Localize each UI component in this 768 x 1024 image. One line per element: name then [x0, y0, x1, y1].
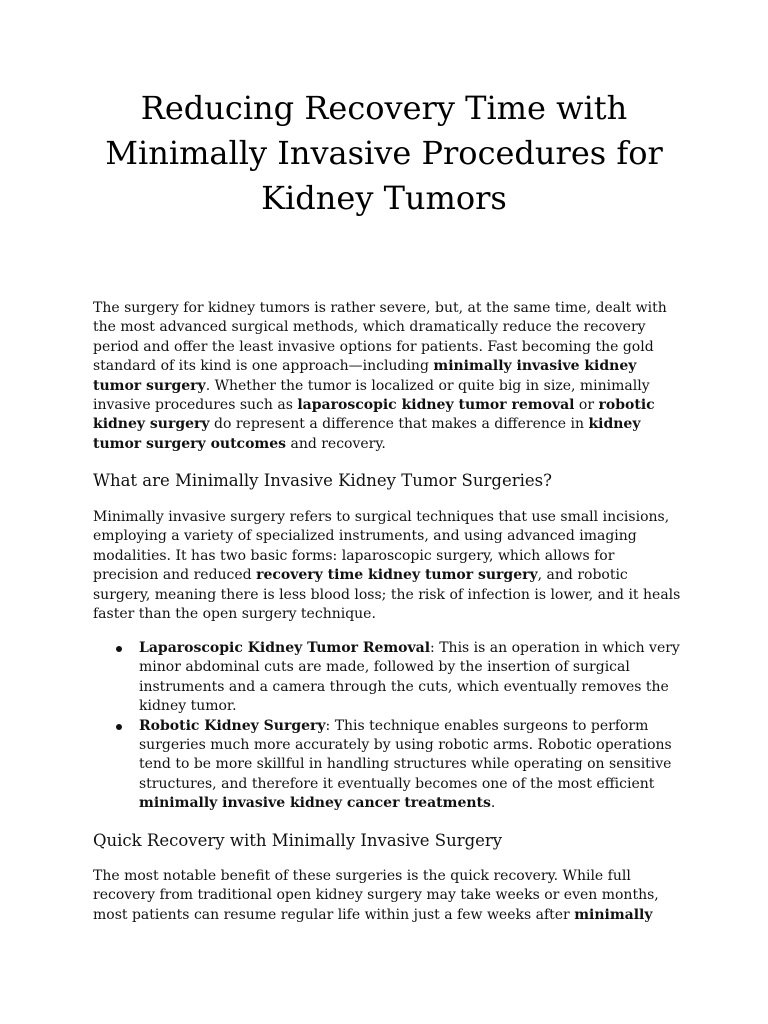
list-item-text: : This technique enables surgeons to perform surgeries much more accurately by using robotic arms. Robotic operations tend to be more skillful in handling structures while operating on sensitive structures, and therefore it eventually becomes one of the most efficient	[139, 717, 672, 792]
section1-paragraph	[93, 508, 683, 624]
list-item-text: : This is an operation in which very minor abdominal cuts are made, followed by the insertion of surgical instruments and a camera through the cuts, which eventually removes the kidney tumor.	[139, 640, 680, 715]
intro-text-5: and recovery.	[286, 435, 386, 452]
list-item-end: .	[490, 795, 496, 812]
bullet-dot-icon	[116, 724, 122, 730]
section2-text-1: The most notable benefit of these surgeries is the quick recovery. While full recovery from traditional open kidney surgery may take weeks or even months, most patients can resume regular life within just a few weeks after	[93, 868, 659, 923]
list-item-robotic	[93, 717, 683, 814]
list-item-term: Laparoscopic Kidney Tumor Removal	[139, 640, 431, 656]
section-heading-minimally-invasive: What are Minimally Invasive Kidney Tumor Surgeries?	[93, 471, 552, 490]
intro-paragraph	[93, 299, 683, 454]
section-heading-quick-recovery: Quick Recovery with Minimally Invasive Surgery	[93, 831, 503, 850]
bullet-dot-icon	[116, 646, 122, 652]
section2-bold-1: minimally	[574, 906, 653, 923]
intro-text-4: do represent a difference that makes a difference in	[209, 416, 589, 433]
intro-text-3: or	[574, 397, 599, 414]
section1-text-2: , and robotic surgery, meaning there is less blood loss; the risk of infection is lower, and it heals faster than the open surgery technique.	[93, 567, 681, 623]
list-item-term: Robotic Kidney Surgery	[139, 717, 326, 734]
intro-bold-1: minimally invasive kidney tumor surgery	[93, 358, 637, 394]
intro-bold-4: kidney tumor surgery outcomes	[93, 416, 641, 452]
document-title: Reducing Recovery Time with Minimally Invasive Procedures for Kidney Tumors	[105, 89, 663, 217]
section2-paragraph	[93, 867, 683, 925]
section1-text-1: Minimally invasive surgery refers to surgical techniques that use small incisions, employing a variety of specialized instruments, and using advanced imaging modalities. It has two basic forms: laparoscopic surgery, which allows for precision and reduced	[93, 509, 670, 584]
intro-text-2: . Whether the tumor is localized or quite big in size, minimally invasive procedures such as	[93, 377, 650, 414]
list-item-laparoscopic	[93, 639, 683, 717]
section1-bold-1: recovery time kidney tumor surgery	[256, 567, 538, 584]
intro-bold-2: laparoscopic kidney tumor removal	[297, 397, 575, 414]
intro-text-1: The surgery for kidney tumors is rather severe, but, at the same time, dealt with the most advanced surgical methods, which dramatically reduce the recovery period and offer the least invasive options for patients. Fast becoming the gold standard of its kind is one approach—including	[93, 300, 667, 375]
intro-bold-3: robotic kidney surgery	[93, 397, 655, 433]
list-item-bold: minimally invasive kidney cancer treatments	[139, 795, 491, 812]
procedure-list	[93, 639, 683, 814]
